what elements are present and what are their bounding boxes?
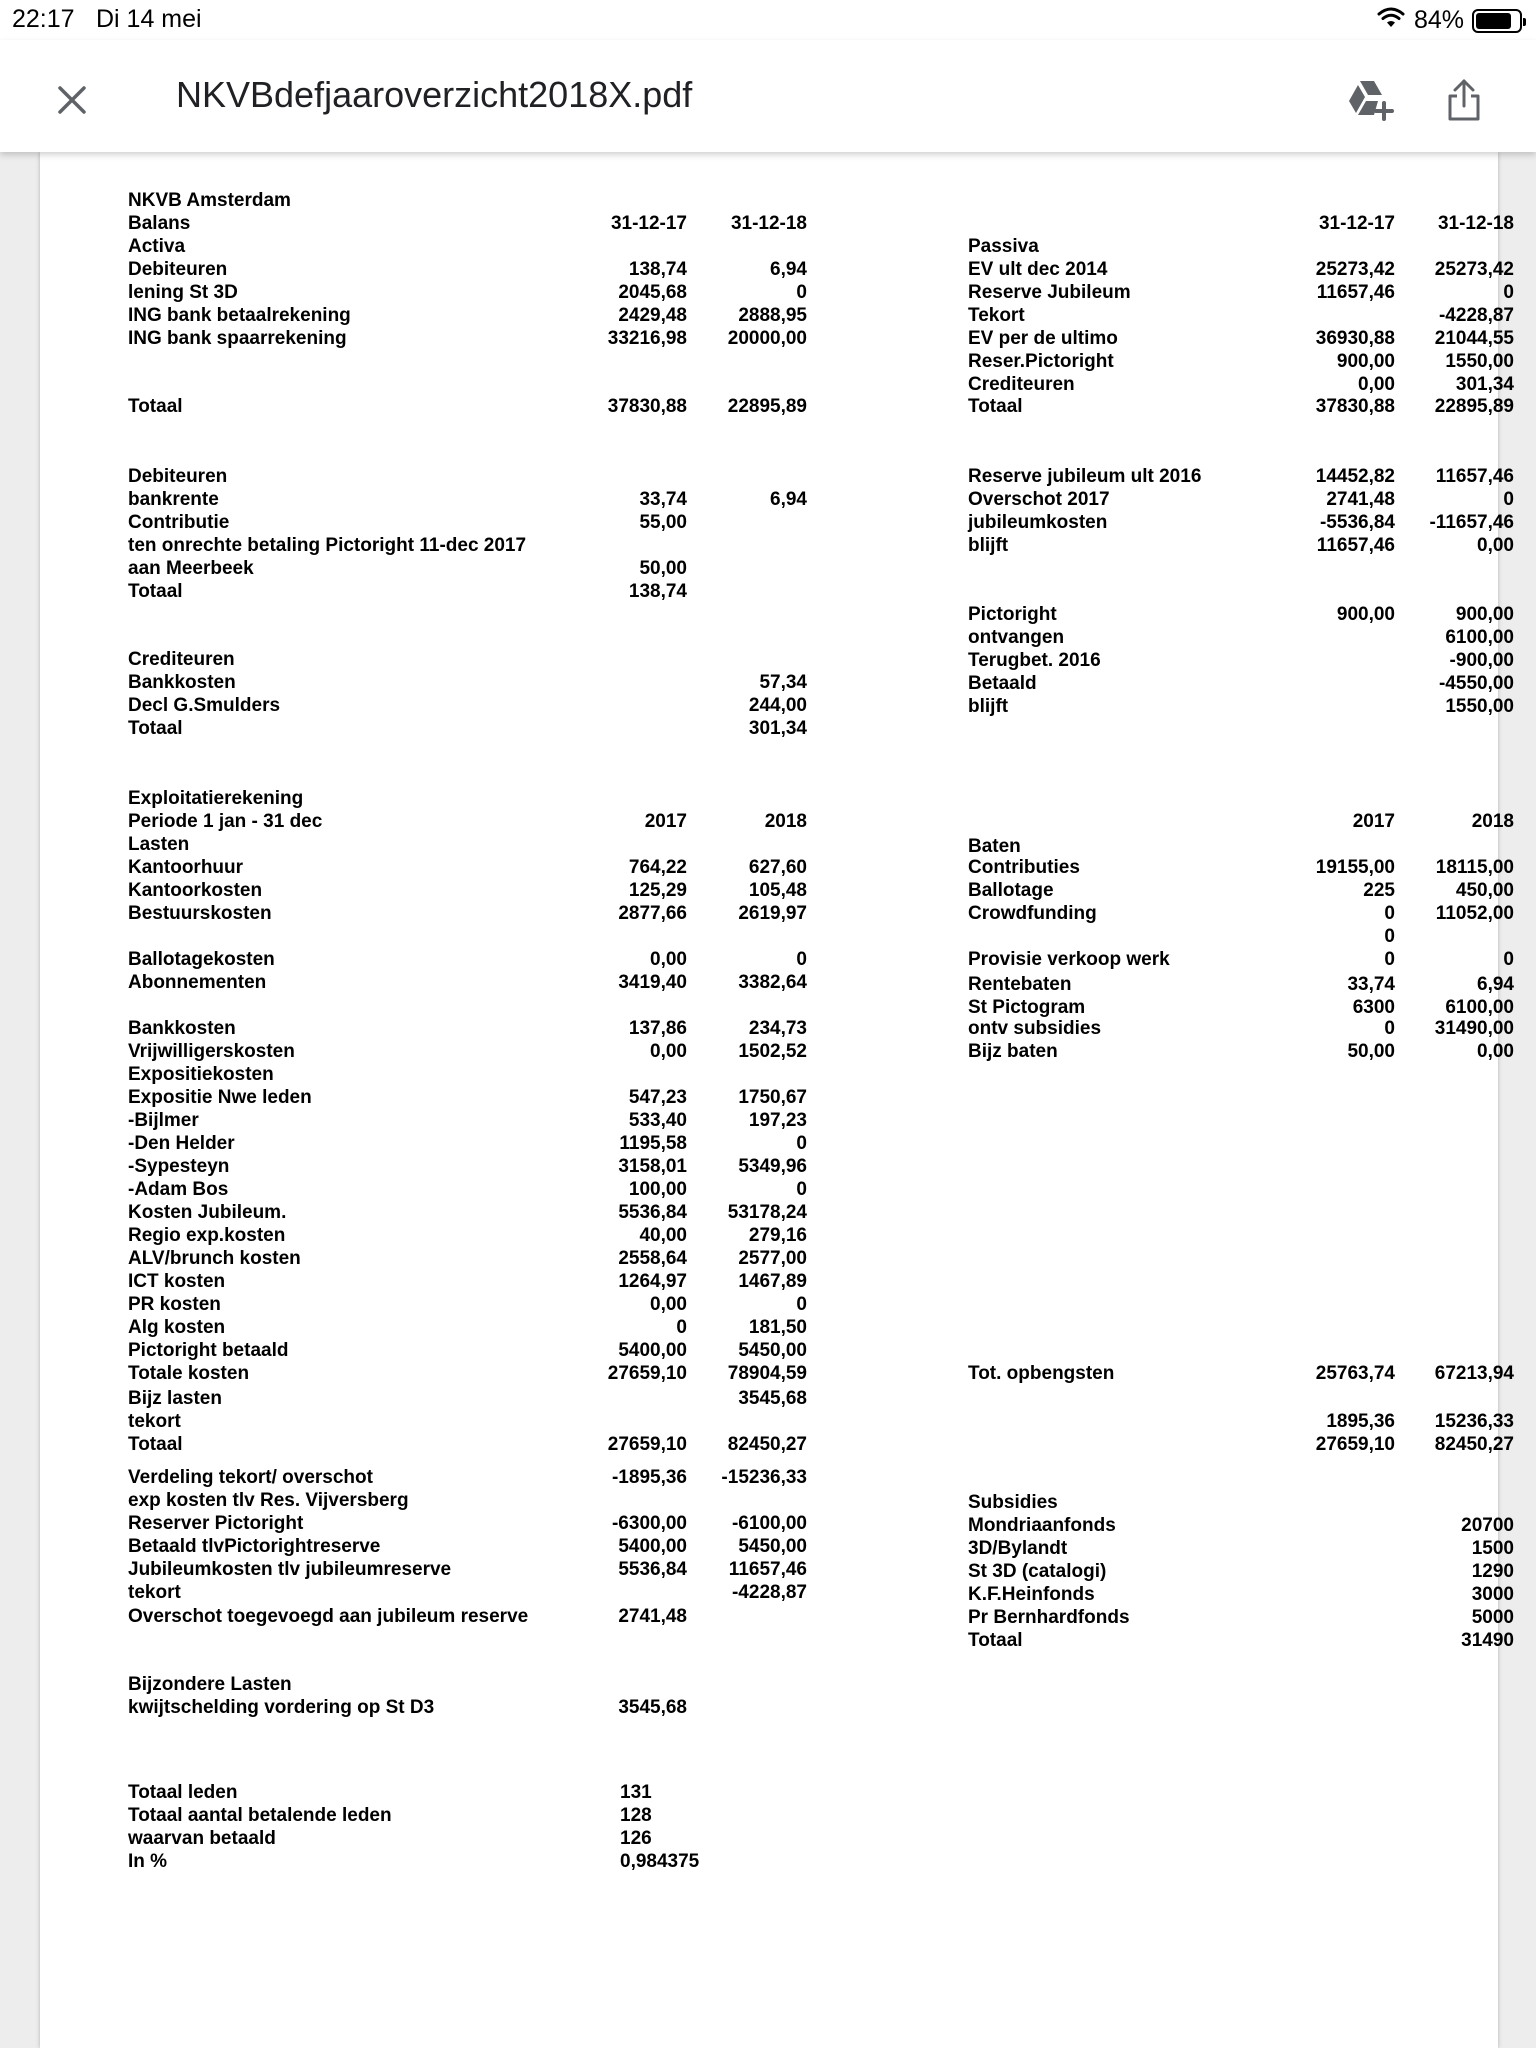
right-row-value-b: 1500 xyxy=(1471,1538,1514,1559)
left-row-label: Abonnementen xyxy=(128,972,267,993)
left-row-value-b: 0 xyxy=(796,1133,807,1154)
right-row-label: Rentebaten xyxy=(968,974,1072,995)
right-row-value-a: 2741,48 xyxy=(1326,489,1395,510)
left-row-label: Regio exp.kosten xyxy=(128,1225,286,1246)
status-date: Di 14 mei xyxy=(96,5,202,33)
left-row-label: Kosten Jubileum. xyxy=(128,1202,287,1223)
right-row-value-b: 25273,42 xyxy=(1434,259,1514,280)
left-row-label: Vrijwilligerskosten xyxy=(128,1041,295,1062)
right-row-label: St Pictogram xyxy=(968,997,1086,1018)
right-row-label: Betaald xyxy=(968,673,1037,694)
members-value: 128 xyxy=(620,1805,652,1826)
right-row-value-b: 15236,33 xyxy=(1434,1411,1514,1432)
right-row-value-b: 11657,46 xyxy=(1435,466,1514,487)
left-row-label: Bijz lasten xyxy=(128,1388,222,1409)
left-row-label: Pictoright betaald xyxy=(128,1340,289,1361)
left-row-value-b: 0 xyxy=(796,1179,807,1200)
right-row-value-b: 18115,00 xyxy=(1435,857,1514,878)
left-row-value-a: 0,00 xyxy=(650,1041,687,1062)
left-row-value-b: 1467,89 xyxy=(738,1271,807,1292)
left-row-value-b: 31-12-18 xyxy=(730,213,807,234)
right-row-value-a: 1895,36 xyxy=(1326,1411,1395,1432)
right-row-label: Mondriaanfonds xyxy=(968,1515,1116,1536)
right-row-label: K.F.Heinfonds xyxy=(968,1584,1095,1605)
left-row-value-b: 78904,59 xyxy=(727,1363,807,1384)
share-icon xyxy=(1446,78,1482,122)
left-row-label: -Adam Bos xyxy=(128,1179,229,1200)
status-bar xyxy=(0,0,1536,40)
left-row-label: PR kosten xyxy=(128,1294,221,1315)
left-row-label: Kantoorhuur xyxy=(128,857,244,878)
left-row-value-a: 3545,68 xyxy=(618,1697,687,1718)
left-row-label: tekort xyxy=(128,1582,181,1603)
left-row-label: Betaald tlvPictorightreserve xyxy=(128,1536,381,1557)
left-row-label: Debiteuren xyxy=(128,466,228,487)
left-row-value-b: 234,73 xyxy=(748,1018,807,1039)
left-row-label: Periode 1 jan - 31 dec xyxy=(128,811,323,832)
left-row-value-b: 5450,00 xyxy=(738,1536,807,1557)
members-label: waarvan betaald xyxy=(128,1828,276,1849)
right-row-label: Provisie verkoop werk xyxy=(968,949,1170,970)
right-row-value-a: 50,00 xyxy=(1347,1041,1395,1062)
left-row-value-b: 6,94 xyxy=(770,259,807,280)
right-row-label: blijft xyxy=(968,696,1009,717)
left-row-value-a: 31-12-17 xyxy=(610,213,687,234)
left-row-label: Decl G.Smulders xyxy=(128,695,281,716)
left-row-value-a: 27659,10 xyxy=(607,1434,687,1455)
left-row-label: Activa xyxy=(128,236,186,257)
left-row-value-b: 53178,24 xyxy=(727,1202,807,1223)
left-row-value-b: 2888,95 xyxy=(738,305,807,326)
right-row-label: Overschot 2017 xyxy=(968,489,1110,510)
right-row-value-b: 11052,00 xyxy=(1435,903,1514,924)
right-row-value-a: 25763,74 xyxy=(1315,1363,1395,1384)
right-row-label: St 3D (catalogi) xyxy=(968,1561,1107,1582)
left-row-value-b: 197,23 xyxy=(748,1110,807,1131)
right-row-value-b: -11657,46 xyxy=(1429,512,1514,533)
left-row-value-a: 5400,00 xyxy=(618,1340,687,1361)
right-row-value-a: 225 xyxy=(1363,880,1395,901)
left-row-value-a: 33,74 xyxy=(639,489,687,510)
left-row-value-b: 3382,64 xyxy=(738,972,807,993)
left-row-value-a: 55,00 xyxy=(639,512,687,533)
pdf-page[interactable] xyxy=(40,152,1514,2048)
right-row-value-a: 11657,46 xyxy=(1316,282,1395,303)
left-row-value-b: 627,60 xyxy=(748,857,807,878)
members-value: 126 xyxy=(620,1828,652,1849)
left-row-value-a: 0,00 xyxy=(650,1294,687,1315)
left-row-label: Verdeling tekort/ overschot xyxy=(128,1467,373,1488)
right-row-value-a: 0 xyxy=(1384,903,1395,924)
members-label: Totaal aantal betalende leden xyxy=(128,1805,392,1826)
app-bar xyxy=(0,40,1536,152)
left-row-label: lening St 3D xyxy=(128,282,238,303)
left-row-value-a: 137,86 xyxy=(628,1018,687,1039)
members-label: Totaal leden xyxy=(128,1782,238,1803)
add-to-drive-button[interactable] xyxy=(1340,70,1400,130)
left-row-label: Totaal xyxy=(128,396,183,417)
left-row-value-a: 5536,84 xyxy=(618,1559,687,1580)
left-row-label: -Bijlmer xyxy=(128,1110,199,1131)
right-row-value-a: 37830,88 xyxy=(1315,396,1395,417)
left-row-value-a: 138,74 xyxy=(628,259,687,280)
right-row-label: Reserve jubileum ult 2016 xyxy=(968,466,1202,487)
right-row-label: Crowdfunding xyxy=(968,903,1097,924)
close-button[interactable] xyxy=(42,70,102,130)
left-row-value-b: -6100,00 xyxy=(731,1513,807,1534)
right-row-value-a: 25273,42 xyxy=(1315,259,1395,280)
left-row-value-b: 279,16 xyxy=(748,1225,807,1246)
right-row-value-b: 31490 xyxy=(1461,1630,1514,1651)
left-row-value-b: 0 xyxy=(796,282,807,303)
right-row-value-b: 6,94 xyxy=(1477,974,1514,995)
left-row-value-a: 547,23 xyxy=(628,1087,687,1108)
left-row-value-a: 138,74 xyxy=(628,581,687,602)
right-row-value-b: 5000 xyxy=(1471,1607,1514,1628)
right-row-value-a: 33,74 xyxy=(1347,974,1395,995)
right-row-value-b: 0,00 xyxy=(1477,535,1514,556)
left-row-value-a: 1264,97 xyxy=(618,1271,687,1292)
left-row-value-a: -1895,36 xyxy=(611,1467,687,1488)
right-row-value-a: 900,00 xyxy=(1336,351,1395,372)
close-icon xyxy=(56,84,88,116)
right-row-value-b: 21044,55 xyxy=(1434,328,1514,349)
left-row-label: aan Meerbeek xyxy=(128,558,254,579)
right-row-value-a: 2017 xyxy=(1352,811,1395,832)
right-row-label: EV per de ultimo xyxy=(968,328,1118,349)
left-row-label: ING bank spaarrekening xyxy=(128,328,347,349)
right-row-value-b: -900,00 xyxy=(1449,650,1514,671)
left-row-value-a: 40,00 xyxy=(639,1225,687,1246)
left-row-value-a: 0,00 xyxy=(650,949,687,970)
left-row-label: -Sypesteyn xyxy=(128,1156,230,1177)
right-row-label: Passiva xyxy=(968,236,1039,257)
right-row-value-b: 31490,00 xyxy=(1434,1018,1514,1039)
left-row-label: Totale kosten xyxy=(128,1363,250,1384)
left-row-label: kwijtschelding vordering op St D3 xyxy=(128,1697,435,1718)
left-row-value-a: 5400,00 xyxy=(618,1536,687,1557)
left-row-value-b: 0 xyxy=(796,1294,807,1315)
left-row-label: tekort xyxy=(128,1411,181,1432)
right-row-value-a: -5536,84 xyxy=(1319,512,1395,533)
right-row-value-b: -4550,00 xyxy=(1438,673,1514,694)
left-row-label: Bankkosten xyxy=(128,672,236,693)
right-row-value-b: 20700 xyxy=(1461,1515,1514,1536)
left-row-label: ALV/brunch kosten xyxy=(128,1248,301,1269)
members-value: 0,984375 xyxy=(620,1851,700,1872)
battery-level xyxy=(1476,13,1511,29)
left-row-value-a: 5536,84 xyxy=(618,1202,687,1223)
right-row-label: Subsidies xyxy=(968,1492,1058,1513)
left-row-value-a: 533,40 xyxy=(628,1110,687,1131)
left-row-value-b: 82450,27 xyxy=(727,1434,807,1455)
left-row-value-a: 2045,68 xyxy=(618,282,687,303)
add-to-drive-icon xyxy=(1346,79,1394,121)
right-row-label: EV ult dec 2014 xyxy=(968,259,1108,280)
left-row-value-a: 1195,58 xyxy=(619,1133,687,1154)
left-row-label: Ballotagekosten xyxy=(128,949,275,970)
left-row-value-a: 2558,64 xyxy=(618,1248,687,1269)
left-row-label: Exploitatierekening xyxy=(128,788,304,809)
right-row-label: blijft xyxy=(968,535,1009,556)
left-row-value-b: 22895,89 xyxy=(727,396,807,417)
left-row-label: -Den Helder xyxy=(128,1133,235,1154)
left-row-label: Lasten xyxy=(128,834,190,855)
left-row-label: Contributie xyxy=(128,512,230,533)
left-row-label: Expositiekosten xyxy=(128,1064,274,1085)
left-row-value-b: 5349,96 xyxy=(738,1156,807,1177)
left-row-label: ten onrechte betaling Pictoright 11-dec 2017 xyxy=(128,535,527,556)
left-row-value-a: 50,00 xyxy=(639,558,687,579)
left-row-label: Jubileumkosten tlv jubileumreserve xyxy=(128,1559,452,1580)
right-row-value-a: 0 xyxy=(1384,926,1395,947)
left-row-value-a: 3158,01 xyxy=(618,1156,687,1177)
left-row-value-a: 3419,40 xyxy=(618,972,687,993)
left-row-label: bankrente xyxy=(128,489,219,510)
left-row-label: Crediteuren xyxy=(128,649,235,670)
left-row-value-a: 27659,10 xyxy=(607,1363,687,1384)
left-row-value-b: 0 xyxy=(796,949,807,970)
left-row-value-b: 3545,68 xyxy=(738,1388,807,1409)
right-row-label: ontv subsidies xyxy=(968,1018,1102,1039)
right-row-value-b: 301,34 xyxy=(1455,374,1514,395)
left-row-value-b: 5450,00 xyxy=(738,1340,807,1361)
right-row-value-b: 1550,00 xyxy=(1445,696,1514,717)
right-row-label: Contributies xyxy=(968,857,1080,878)
right-row-value-a: 19155,00 xyxy=(1315,857,1395,878)
right-row-value-b: 450,00 xyxy=(1455,880,1514,901)
battery-icon xyxy=(1472,9,1522,33)
left-row-label: Bankkosten xyxy=(128,1018,236,1039)
left-row-label: Reserver Pictoright xyxy=(128,1513,304,1534)
right-row-label: Pictoright xyxy=(968,604,1057,625)
right-row-value-b: 6100,00 xyxy=(1445,627,1514,648)
left-row-value-b: -15236,33 xyxy=(721,1467,807,1488)
left-row-value-a: 2741,48 xyxy=(618,1606,687,1627)
left-row-value-a: 2877,66 xyxy=(618,903,687,924)
right-row-label: Tot. opbengsten xyxy=(968,1363,1115,1384)
left-row-label: Bijzondere Lasten xyxy=(128,1674,292,1695)
right-row-label: Reserve Jubileum xyxy=(968,282,1131,303)
right-row-label: jubileumkosten xyxy=(968,512,1108,533)
left-row-value-b: 244,00 xyxy=(748,695,807,716)
left-row-label: Kantoorkosten xyxy=(128,880,263,901)
left-row-value-b: 1750,67 xyxy=(738,1087,807,1108)
left-row-label: Totaal xyxy=(128,718,183,739)
right-row-value-b: 1290 xyxy=(1471,1561,1514,1582)
left-row-value-b: 105,48 xyxy=(748,880,807,901)
share-button[interactable] xyxy=(1434,70,1494,130)
right-row-value-b: 3000 xyxy=(1471,1584,1514,1605)
left-row-value-a: 0 xyxy=(676,1317,687,1338)
left-row-label: Totaal xyxy=(128,1434,183,1455)
left-row-value-b: 1502,52 xyxy=(738,1041,807,1062)
left-row-label: ING bank betaalrekening xyxy=(128,305,351,326)
left-row-value-b: 6,94 xyxy=(770,489,807,510)
right-row-label: Tekort xyxy=(968,305,1025,326)
right-row-label: Crediteuren xyxy=(968,374,1075,395)
left-row-value-a: 100,00 xyxy=(628,1179,687,1200)
document-title: NKVBdefjaaroverzicht2018X.pdf xyxy=(176,74,693,115)
left-row-value-a: 125,29 xyxy=(628,880,687,901)
right-row-label: 3D/Bylandt xyxy=(968,1538,1068,1559)
left-row-label: Overschot toegevoegd aan jubileum reserve xyxy=(128,1606,529,1627)
right-row-label: Baten xyxy=(968,836,1021,857)
left-row-label: Bestuurskosten xyxy=(128,903,272,924)
left-row-value-b: 301,34 xyxy=(748,718,807,739)
status-time: 22:17 xyxy=(12,5,75,33)
right-row-value-a: 27659,10 xyxy=(1315,1434,1395,1455)
right-row-value-b: 67213,94 xyxy=(1434,1363,1514,1384)
right-row-label: Ballotage xyxy=(968,880,1054,901)
left-row-label: Balans xyxy=(128,213,191,234)
left-row-value-a: 33216,98 xyxy=(607,328,687,349)
right-row-value-a: 0 xyxy=(1384,1018,1395,1039)
right-row-value-b: 900,00 xyxy=(1455,604,1514,625)
right-row-value-a: 900,00 xyxy=(1336,604,1395,625)
left-row-value-a: -6300,00 xyxy=(611,1513,687,1534)
right-row-label: Pr Bernhardfonds xyxy=(968,1607,1130,1628)
left-row-value-a: 37830,88 xyxy=(607,396,687,417)
left-row-value-a: 2429,48 xyxy=(618,305,687,326)
left-row-value-b: 57,34 xyxy=(759,672,807,693)
right-row-label: Bijz baten xyxy=(968,1041,1058,1062)
right-row-value-b: -4228,87 xyxy=(1438,305,1514,326)
members-label: In % xyxy=(128,1851,168,1872)
right-row-value-b: 0,00 xyxy=(1477,1041,1514,1062)
left-row-value-b: 2577,00 xyxy=(738,1248,807,1269)
right-row-label: Reser.Pictoright xyxy=(968,351,1114,372)
right-row-value-a: 0 xyxy=(1384,949,1395,970)
right-row-value-b: 0 xyxy=(1503,949,1514,970)
right-row-label: Terugbet. 2016 xyxy=(968,650,1101,671)
right-row-value-b: 2018 xyxy=(1471,811,1514,832)
right-row-value-b: 1550,00 xyxy=(1445,351,1514,372)
left-row-value-b: 2619,97 xyxy=(738,903,807,924)
right-row-value-b: 31-12-18 xyxy=(1437,213,1514,234)
right-row-value-a: 31-12-17 xyxy=(1318,213,1395,234)
left-row-value-b: 181,50 xyxy=(748,1317,807,1338)
right-row-label: ontvangen xyxy=(968,627,1065,648)
right-row-value-a: 36930,88 xyxy=(1315,328,1395,349)
status-right xyxy=(1376,5,1522,36)
left-row-label: Debiteuren xyxy=(128,259,228,280)
left-row-label: ICT kosten xyxy=(128,1271,226,1292)
right-row-value-b: 0 xyxy=(1503,282,1514,303)
left-row-value-b: 20000,00 xyxy=(727,328,807,349)
left-row-value-a: 764,22 xyxy=(628,857,687,878)
left-row-label: exp kosten tlv Res. Vijversberg xyxy=(128,1490,409,1511)
left-row-label: NKVB Amsterdam xyxy=(128,190,291,211)
battery-percent: 84% xyxy=(1413,6,1464,34)
members-value: 131 xyxy=(620,1782,652,1803)
right-row-value-a: 0,00 xyxy=(1358,374,1395,395)
left-row-value-a: 2017 xyxy=(644,811,687,832)
right-row-value-b: 0 xyxy=(1503,489,1514,510)
right-row-label: Totaal xyxy=(968,1630,1023,1651)
left-row-label: Alg kosten xyxy=(128,1317,226,1338)
right-row-label: Totaal xyxy=(968,396,1023,417)
left-row-value-b: 11657,46 xyxy=(728,1559,807,1580)
right-row-value-a: 11657,46 xyxy=(1316,535,1395,556)
right-row-value-a: 14452,82 xyxy=(1315,466,1395,487)
left-row-label: Totaal xyxy=(128,581,183,602)
right-row-value-b: 6100,00 xyxy=(1445,997,1514,1018)
right-row-value-b: 22895,89 xyxy=(1434,396,1514,417)
left-row-value-b: -4228,87 xyxy=(731,1582,807,1603)
right-row-value-b: 82450,27 xyxy=(1434,1434,1514,1455)
left-row-value-b: 2018 xyxy=(764,811,807,832)
left-row-label: Expositie Nwe leden xyxy=(128,1087,312,1108)
right-row-value-a: 6300 xyxy=(1352,997,1395,1018)
wifi-icon xyxy=(1376,5,1406,36)
